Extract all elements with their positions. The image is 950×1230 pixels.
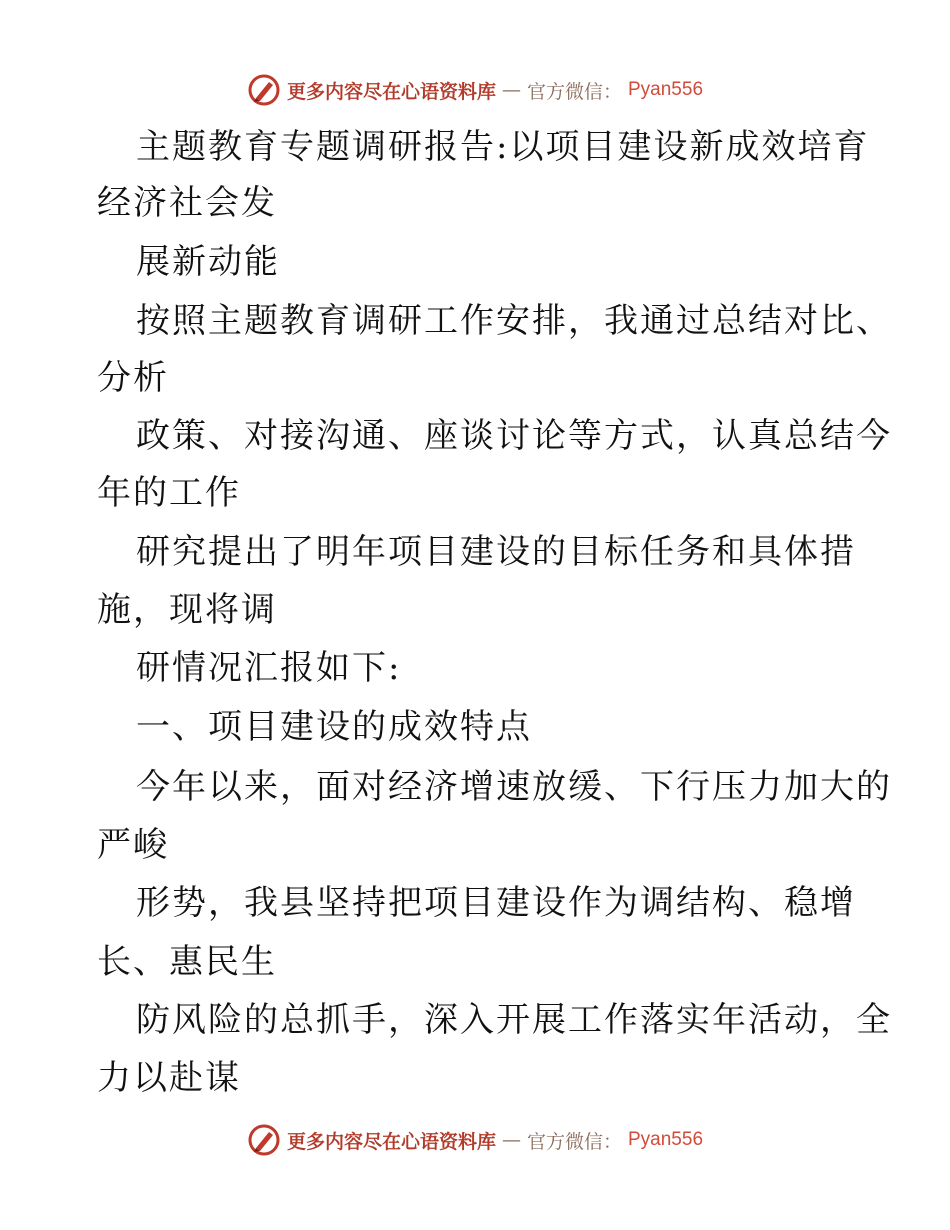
- watermark-separator: —: [501, 1129, 521, 1151]
- doc-line: 分析: [97, 358, 169, 398]
- watermark-id: Pyan556: [628, 1129, 704, 1150]
- doc-line: 一、项目建设的成效特点: [136, 707, 532, 747]
- doc-line: 形势，我县坚持把项目建设作为调结构、稳增: [136, 883, 856, 923]
- watermark-brand: 更多内容尽在心语资料库: [286, 80, 496, 103]
- pen-logo-icon: [247, 1123, 281, 1157]
- doc-line: 经济社会发: [97, 183, 277, 223]
- doc-line: 研情况汇报如下:: [136, 648, 402, 688]
- footer-watermark: [0, 1120, 950, 1160]
- watermark-id: Pyan556: [628, 79, 704, 100]
- pen-logo-icon: [247, 73, 281, 107]
- doc-line: 长、惠民生: [97, 942, 277, 982]
- doc-line: 防风险的总抓手，深入开展工作落实年活动，全: [136, 1000, 892, 1040]
- watermark-label: 官方微信：: [526, 80, 622, 103]
- doc-line: 今年以来，面对经济增速放缓、下行压力加大的: [136, 767, 892, 807]
- doc-line: 政策、对接沟通、座谈讨论等方式，认真总结今: [136, 416, 892, 456]
- watermark-separator: —: [501, 79, 521, 101]
- header-watermark: [0, 70, 950, 110]
- watermark-brand: 更多内容尽在心语资料库: [286, 1130, 496, 1153]
- doc-line: 严峻: [97, 825, 169, 865]
- doc-line: 展新动能: [136, 242, 280, 282]
- doc-line: 研究提出了明年项目建设的目标任务和具体措: [136, 532, 856, 572]
- doc-line: 年的工作: [97, 473, 241, 513]
- doc-line: 施，现将调: [97, 590, 277, 630]
- doc-line: 按照主题教育调研工作安排，我通过总结对比、: [136, 301, 892, 341]
- watermark-label: 官方微信：: [526, 1130, 622, 1153]
- doc-line: 力以赴谋: [97, 1058, 241, 1098]
- doc-line: 主题教育专题调研报告:以项目建设新成效培育: [136, 127, 870, 167]
